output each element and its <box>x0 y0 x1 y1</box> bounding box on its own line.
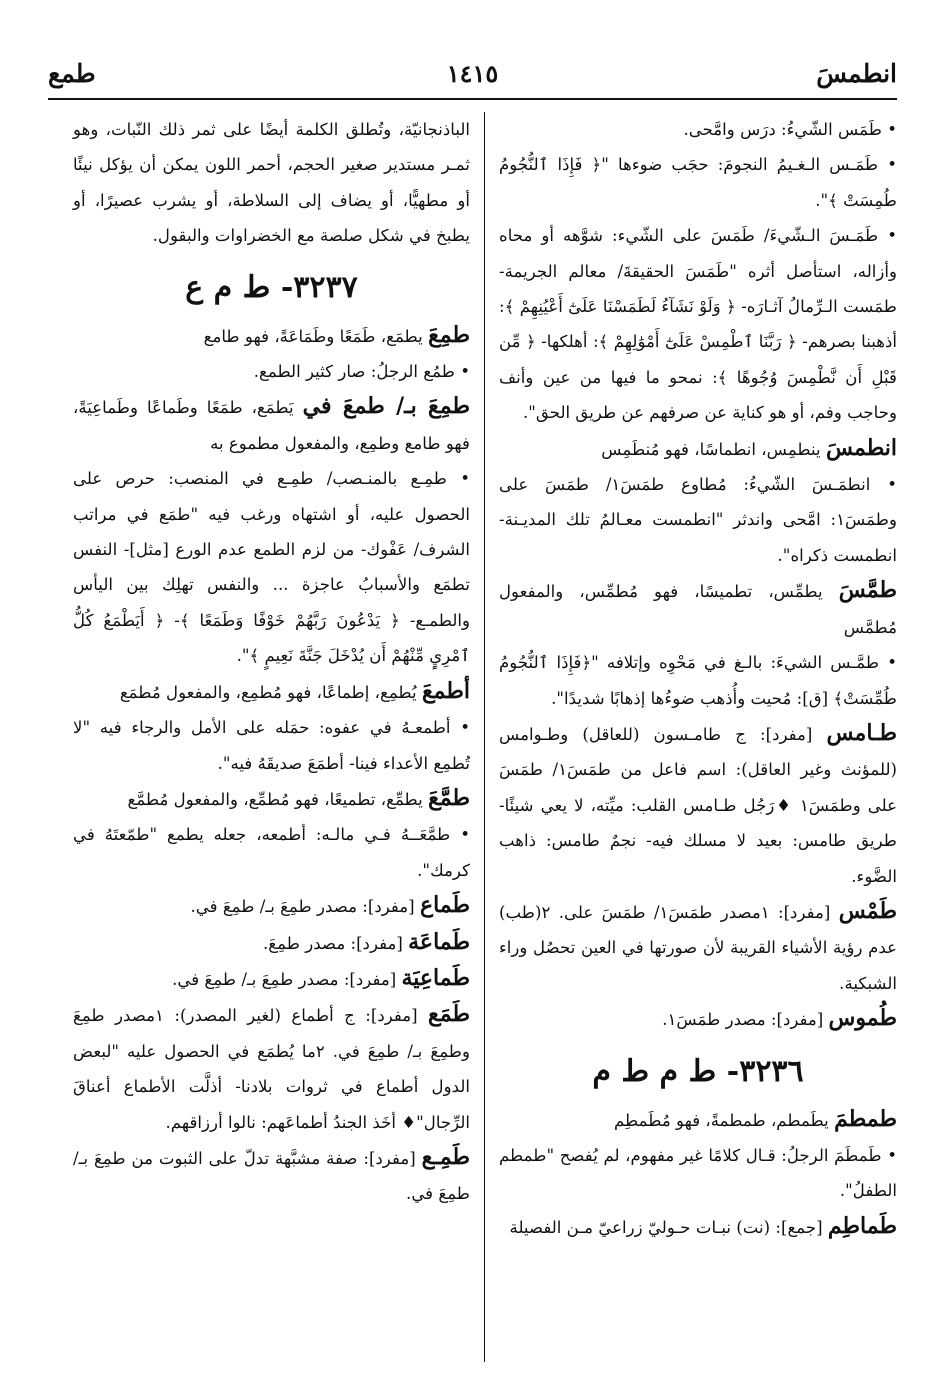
headword: طـامس <box>826 719 897 746</box>
dictionary-entry <box>499 1102 897 1138</box>
dictionary-entry <box>73 817 470 888</box>
entry-text: ينطمِس، انطماسًا، فهو مُنطَمِس <box>601 439 821 459</box>
page-header <box>48 52 897 94</box>
dictionary-entry <box>499 467 897 573</box>
dictionary-entry <box>499 112 897 147</box>
headword: طَماطِم <box>827 1212 897 1239</box>
page-number: ١٤١٥ <box>446 58 499 88</box>
dictionary-entry <box>73 925 470 961</box>
entry-text: [مفرد]: مصدر طمِعَ بـ/ طمِعَ في. <box>190 897 415 917</box>
headword: طَمْس <box>838 897 897 924</box>
root-heading: ٣٢٣٦- ط م ط م <box>592 1053 804 1089</box>
entry-text: • طَمطَمَ الرجلُ: قـال كلامًا غير مفهوم، لم يُفصح "طمطم الطفلُ". <box>499 1145 897 1201</box>
headword: طمَّسَ <box>838 577 897 604</box>
entry-text: [جمع]: (نت) نبـات حـوليّ زراعيّ مـن الفصيلة <box>509 1217 823 1237</box>
dictionary-entry <box>73 461 470 673</box>
dictionary-entry <box>73 318 470 354</box>
dictionary-entry <box>499 894 897 1001</box>
headword: طمَّعَ <box>428 784 470 811</box>
entry-text: يُطمِع، إطماعًا، فهو مُطمِع، والمفعول مُطمَع <box>119 682 417 702</box>
entry-text: • طَمَس الشّيءُ: درَس وامَّحى. <box>683 120 897 139</box>
headword: طَمِـع <box>421 1143 470 1170</box>
left-column <box>73 112 485 1362</box>
dictionary-entry <box>499 1209 897 1245</box>
entry-text: • أطمعـهُ في عفوه: حمَله على الأمل والرجاء فيه "لا تُطمِع الأعداء فينا- أطمَعَ صديقَهُ فيه". <box>73 718 470 773</box>
dictionary-entry <box>73 781 470 817</box>
entry-text: يطمِّس، تطميسًا، فهو مُطمِّس، والمفعول مُطمَّس <box>499 582 897 637</box>
entry-text: • طمَّـس الشيءَ: بالـغ في مَحْوِه وإتلافه "﴿فَإِذَا ٱلنُّجُومُ طُمِّسَتْ﴾ [ق]: مُحيت وأُذهب ضوءُها إذهابًا شديدًا". <box>499 653 897 708</box>
entry-text: [مفرد]: ١مصدر طمَسَ١/ طمَسَ على. ٢(طب) عدم رؤية الأشياء القريبة لأن صورتها في العين تحصُل وراء الشبكية. <box>499 902 897 993</box>
headword: طَمَع <box>428 1001 470 1028</box>
headword: طُموس <box>828 1005 897 1032</box>
entry-text: • طمَّعَــهُ فـي مالـه: أطمعه، جعله يطمع "طمّعتَهُ في كرمك". <box>73 825 470 880</box>
dictionary-entry <box>499 573 897 645</box>
entry-text: [مفرد]: مصدر طمِعَ. <box>263 933 403 953</box>
dictionary-entry <box>73 1140 470 1212</box>
entry-text: • طَمَـس الـغـيمُ النجومَ: حجَب ضوءها "﴿ فَإِذَا ٱلنُّجُومُ طُمِسَتْ ﴾". <box>499 155 897 210</box>
entry-text: يطمِّع، تطميعًا، فهو مُطمِّع، والمفعول مُطمَّع <box>127 789 423 809</box>
columns <box>48 112 897 1362</box>
entry-text: • طمُع الرجلُ: صار كثير الطمع. <box>253 362 470 382</box>
headword: طَماعِيَة <box>401 964 470 991</box>
headword: طمِعَ بـ/ طمعَ في <box>302 393 470 420</box>
headword: طَماع <box>419 892 470 919</box>
dictionary-entry <box>73 710 470 781</box>
dictionary-entry <box>499 147 897 218</box>
dictionary-entry <box>73 354 470 389</box>
dictionary-entry <box>73 961 470 997</box>
right-column <box>485 112 897 1362</box>
entry-text: [مفرد]: مصدر طمِعَ بـ/ طمِعَ في. <box>172 969 397 989</box>
entry-text: [مفرد]: صفة مشبَّهة تدلّ على الثبوت من طمِعَ بـ/ طمِعَ في. <box>73 1148 470 1204</box>
entry-text: • طَمَـسَ الـشّيءَ/ طَمَسَ على الشّيء: شوَّهه أو محاه وأزاله، استأصل أثره "طَمَسَ الحقيقةَ/ معالم الجريمة- طمَست الـرِّمالُ آثـارَه- ﴿ وَلَوْ نَشَآءُ لَطَمَسْنَا عَلَىٰٓ أَعْيُنِهِمْ ﴾: أذهبنا بصرهم- ﴿ رَبَّنَا ٱطْمِسْ عَلَىٰٓ أَمْوَٰلِهِمْ ﴾: أهلكها- ﴿ مِّن قَبْلِ أَن نَّطْمِسَ وُجُوهًا ﴾: نمحو ما فيها من عين وأنف وحاجب وفم، أو هو كناية عن صرفهم عن طريق الحق". <box>499 226 897 423</box>
headword: طمِعَ <box>428 321 470 348</box>
entry-text: [مفرد]: مصدر طمَسَ١. <box>662 1010 824 1030</box>
entry-text: الباذنجانيّة، وتُطلق الكلمة أيضًا على ثمر ذلك النّبات، وهو ثمـر مستدير صغير الحجم، أحمر اللون يمكن أن يؤكل نيئًا أو مطهيًّا، أو يضاف إلى السلاطة، أو يشرب عصيرًا، أو يطبخ في شكل صلصة مع الخضراوات والبقول. <box>73 120 470 246</box>
headword: أطمعَ <box>421 677 470 704</box>
dictionary-entry <box>73 997 470 1140</box>
dictionary-entry <box>499 716 897 894</box>
header-rule <box>48 98 897 100</box>
dictionary-entry <box>499 431 897 467</box>
dictionary-entry <box>73 888 470 924</box>
guide-word-left: طمع <box>48 58 96 88</box>
entry-text: • طمِـع بالمنـصب/ طمِـع في المنصب: حرص على الحصول عليه، أو اشتهاه ورغب فيه "طمَع في مراتب الشرف/ عَفْوك- من لزم الطمع عدم الورع [مثل]- النفس تطمَع والأسبابُ عاجزة ... والنفس تهلِك بين اليأس والطمـع- ﴿ يَدْعُونَ رَبَّهُمْ خَوْفًا وَطَمَعًا ﴾- ﴿ أَيَطْمَعُ كُلُّ ٱمْرِيٍٕ مِّنْهُمْ أَن يُدْخَلَ جَنَّةَ نَعِيمٍ ﴾". <box>73 469 470 666</box>
dictionary-entry <box>73 389 470 461</box>
headword: طَماعَة <box>408 928 470 955</box>
headword: انطمسَ <box>825 434 897 461</box>
entry-text: [مفرد]: ج أطماع (لغير المصدر): ١مصدر طمِعَ وطمِعَ بـ/ طمِعَ في. ٢ما يُطمَع في الحصول عليه "لبعض الدول أطماع في ثروات بلادنا- أذلَّت الأطماع أعناقَ الرِّجال"♦ أخَذ الجندُ أطماعَهم: نالوا أرزاقهم. <box>73 1006 471 1132</box>
dictionary-entry <box>499 645 897 716</box>
entry-text: يطمَع، طَمَعًا وطَمَاعَةً، فهو طامع <box>203 326 423 346</box>
entry-text: يطَمطم، طمطمةً، فهو مُطَمطِم <box>613 1110 829 1130</box>
dictionary-entry <box>73 112 470 254</box>
headword: طمطمَ <box>834 1105 897 1132</box>
guide-word-right: انطمسَ <box>816 58 897 88</box>
root-heading: ٣٢٣٧- ط م ع <box>185 269 358 305</box>
entry-text: • انطمَـسَ الشّيءُ: مُطاوع طمَسَ١/ طمَسَ على وطمَسَ١: امَّحى واندثر "انطمست معـالمُ تلك المديـنة- انطمست ذكراه". <box>499 475 897 565</box>
entry-text: [مفرد]: ج طامـسون (للعاقل) وطـوامس (للمؤنث وغير العاقل): اسم فاعل من طمَسَ١/ طمَسَ على وطمَسَ١ ♦رَجُل طـامس القلب: ميِّته، لا يعي شيئًا- طريق طامس: بعيد لا مسلك فيه- نجمٌ طامس: ذاهب الضَّوء. <box>499 724 897 886</box>
dictionary-entry <box>73 674 470 710</box>
dictionary-entry <box>499 1138 897 1209</box>
entry-text: يَطمَع، طمَعًا وطَماعًا وطَماعِيَةً، فهو طامع وطمِع، والمفعول مطموع به <box>73 398 470 453</box>
dictionary-entry <box>499 218 897 430</box>
dictionary-entry <box>499 1001 897 1037</box>
